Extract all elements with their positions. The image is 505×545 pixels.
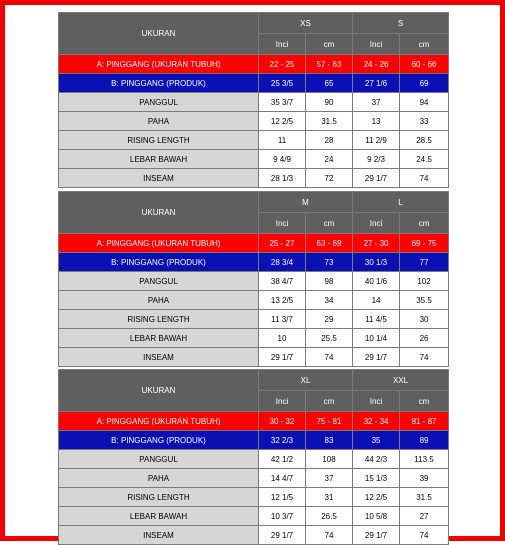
measurement-value: 42 1/2 — [259, 450, 306, 469]
measurement-row — [59, 93, 449, 112]
measurement-value: 89 — [400, 431, 449, 450]
measurement-label: B: PINGGANG (PRODUK) — [59, 253, 259, 272]
measurement-value: 11 — [259, 131, 306, 150]
measurement-value: 102 — [400, 272, 449, 291]
measurement-value: 12 1/5 — [259, 488, 306, 507]
measurement-value: 26.5 — [306, 507, 353, 526]
measurement-row — [59, 272, 449, 291]
measurement-value: 44 2/3 — [353, 450, 400, 469]
measurement-value: 98 — [306, 272, 353, 291]
unit-header: Inci — [353, 391, 400, 412]
measurement-row — [59, 169, 449, 188]
measurement-label: RISING LENGTH — [59, 310, 259, 329]
measurement-label: B: PINGGANG (PRODUK) — [59, 431, 259, 450]
measurement-label: LEBAR BAWAH — [59, 507, 259, 526]
measurement-value: 12 2/5 — [259, 112, 306, 131]
measurement-row — [59, 507, 449, 526]
measurement-value: 60 - 66 — [400, 55, 449, 74]
measurement-value: 29 1/7 — [259, 526, 306, 545]
measurement-label: INSEAM — [59, 169, 259, 188]
measurement-value: 77 — [400, 253, 449, 272]
measurement-label: B: PINGGANG (PRODUK) — [59, 74, 259, 93]
measurement-value: 25.5 — [306, 329, 353, 348]
measurement-row — [59, 74, 449, 93]
measurement-label: INSEAM — [59, 348, 259, 367]
size-table-2 — [58, 191, 449, 367]
measurement-value: 81 - 87 — [400, 412, 449, 431]
size-column-header: XXL — [353, 370, 449, 391]
unit-header: Inci — [353, 213, 400, 234]
measurement-value: 35 — [353, 431, 400, 450]
measurement-row — [59, 348, 449, 367]
size-column-header: L — [353, 192, 449, 213]
measurement-value: 90 — [306, 93, 353, 112]
measurement-row — [59, 488, 449, 507]
measurement-label: PAHA — [59, 469, 259, 488]
measurement-row — [59, 310, 449, 329]
measurement-value: 94 — [400, 93, 449, 112]
measurement-value: 30 1/3 — [353, 253, 400, 272]
measurement-value: 108 — [306, 450, 353, 469]
unit-header: cm — [400, 391, 449, 412]
measurement-row — [59, 150, 449, 169]
unit-header: Inci — [353, 34, 400, 55]
measurement-value: 10 5/8 — [353, 507, 400, 526]
measurement-value: 113.5 — [400, 450, 449, 469]
measurement-value: 14 4/7 — [259, 469, 306, 488]
measurement-value: 32 2/3 — [259, 431, 306, 450]
measurement-value: 29 1/7 — [259, 348, 306, 367]
size-table-3 — [58, 369, 449, 545]
measurement-value: 74 — [400, 169, 449, 188]
measurement-value: 24 - 26 — [353, 55, 400, 74]
measurement-value: 74 — [306, 526, 353, 545]
measurement-value: 29 — [306, 310, 353, 329]
measurement-value: 74 — [400, 526, 449, 545]
measurement-value: 10 1/4 — [353, 329, 400, 348]
size-column-header: M — [259, 192, 353, 213]
measurement-row — [59, 131, 449, 150]
unit-header: cm — [306, 213, 353, 234]
measurement-value: 11 2/9 — [353, 131, 400, 150]
measurement-value: 74 — [400, 348, 449, 367]
measurement-row — [59, 55, 449, 74]
measurement-value: 22 - 25 — [259, 55, 306, 74]
measurement-value: 10 3/7 — [259, 507, 306, 526]
measurement-label: INSEAM — [59, 526, 259, 545]
measurement-label: RISING LENGTH — [59, 488, 259, 507]
measurement-value: 14 — [353, 291, 400, 310]
measurement-value: 24.5 — [400, 150, 449, 169]
measurement-value: 35.5 — [400, 291, 449, 310]
measurement-value: 28 1/3 — [259, 169, 306, 188]
measurement-value: 34 — [306, 291, 353, 310]
measurement-value: 37 — [306, 469, 353, 488]
unit-header: cm — [306, 34, 353, 55]
measurement-value: 13 — [353, 112, 400, 131]
measurement-value: 32 - 34 — [353, 412, 400, 431]
measurement-label: A: PINGGANG (UKURAN TUBUH) — [59, 412, 259, 431]
measurement-value: 25 3/5 — [259, 74, 306, 93]
measurement-value: 29 1/7 — [353, 169, 400, 188]
measurement-value: 11 3/7 — [259, 310, 306, 329]
measurement-value: 10 — [259, 329, 306, 348]
measurement-label: RISING LENGTH — [59, 131, 259, 150]
size-header-label: UKURAN — [59, 370, 259, 412]
measurement-value: 9 2/3 — [353, 150, 400, 169]
measurement-value: 65 — [306, 74, 353, 93]
measurement-value: 24 — [306, 150, 353, 169]
measurement-value: 31 — [306, 488, 353, 507]
measurement-row — [59, 253, 449, 272]
measurement-value: 40 1/6 — [353, 272, 400, 291]
measurement-value: 29 1/7 — [353, 526, 400, 545]
size-column-header: XL — [259, 370, 353, 391]
measurement-value: 30 - 32 — [259, 412, 306, 431]
measurement-label: A: PINGGANG (UKURAN TUBUH) — [59, 55, 259, 74]
measurement-value: 28.5 — [400, 131, 449, 150]
measurement-value: 27 — [400, 507, 449, 526]
measurement-value: 73 — [306, 253, 353, 272]
unit-header: cm — [400, 34, 449, 55]
measurement-row — [59, 291, 449, 310]
measurement-value: 27 - 30 — [353, 234, 400, 253]
unit-header: Inci — [259, 34, 306, 55]
measurement-value: 83 — [306, 431, 353, 450]
measurement-label: PAHA — [59, 112, 259, 131]
measurement-label: LEBAR BAWAH — [59, 329, 259, 348]
measurement-value: 33 — [400, 112, 449, 131]
measurement-value: 26 — [400, 329, 449, 348]
measurement-row — [59, 469, 449, 488]
measurement-value: 69 - 75 — [400, 234, 449, 253]
measurement-row — [59, 329, 449, 348]
measurement-label: PANGGUL — [59, 450, 259, 469]
measurement-value: 37 — [353, 93, 400, 112]
measurement-value: 28 — [306, 131, 353, 150]
measurement-value: 28 3/4 — [259, 253, 306, 272]
size-column-header: S — [353, 13, 449, 34]
measurement-value: 39 — [400, 469, 449, 488]
measurement-value: 25 - 27 — [259, 234, 306, 253]
measurement-row — [59, 412, 449, 431]
measurement-value: 27 1/6 — [353, 74, 400, 93]
measurement-row — [59, 234, 449, 253]
measurement-label: A: PINGGANG (UKURAN TUBUH) — [59, 234, 259, 253]
measurement-row — [59, 526, 449, 545]
measurement-value: 74 — [306, 348, 353, 367]
measurement-value: 29 1/7 — [353, 348, 400, 367]
measurement-value: 72 — [306, 169, 353, 188]
measurement-label: PANGGUL — [59, 272, 259, 291]
measurement-value: 35 3/7 — [259, 93, 306, 112]
size-column-header: XS — [259, 13, 353, 34]
unit-header: Inci — [259, 213, 306, 234]
measurement-label: PAHA — [59, 291, 259, 310]
measurement-value: 75 - 81 — [306, 412, 353, 431]
measurement-value: 15 1/3 — [353, 469, 400, 488]
measurement-row — [59, 431, 449, 450]
measurement-value: 30 — [400, 310, 449, 329]
measurement-value: 12 2/5 — [353, 488, 400, 507]
measurement-label: LEBAR BAWAH — [59, 150, 259, 169]
size-table-1 — [58, 12, 449, 188]
size-header-label: UKURAN — [59, 192, 259, 234]
measurement-value: 69 — [400, 74, 449, 93]
measurement-label: PANGGUL — [59, 93, 259, 112]
unit-header: cm — [400, 213, 449, 234]
measurement-row — [59, 112, 449, 131]
unit-header: Inci — [259, 391, 306, 412]
size-header-label: UKURAN — [59, 13, 259, 55]
measurement-value: 9 4/9 — [259, 150, 306, 169]
measurement-value: 31.5 — [306, 112, 353, 131]
measurement-value: 63 - 69 — [306, 234, 353, 253]
measurement-value: 11 4/5 — [353, 310, 400, 329]
measurement-value: 57 - 63 — [306, 55, 353, 74]
measurement-value: 31.5 — [400, 488, 449, 507]
measurement-value: 38 4/7 — [259, 272, 306, 291]
unit-header: cm — [306, 391, 353, 412]
measurement-value: 13 2/5 — [259, 291, 306, 310]
measurement-row — [59, 450, 449, 469]
